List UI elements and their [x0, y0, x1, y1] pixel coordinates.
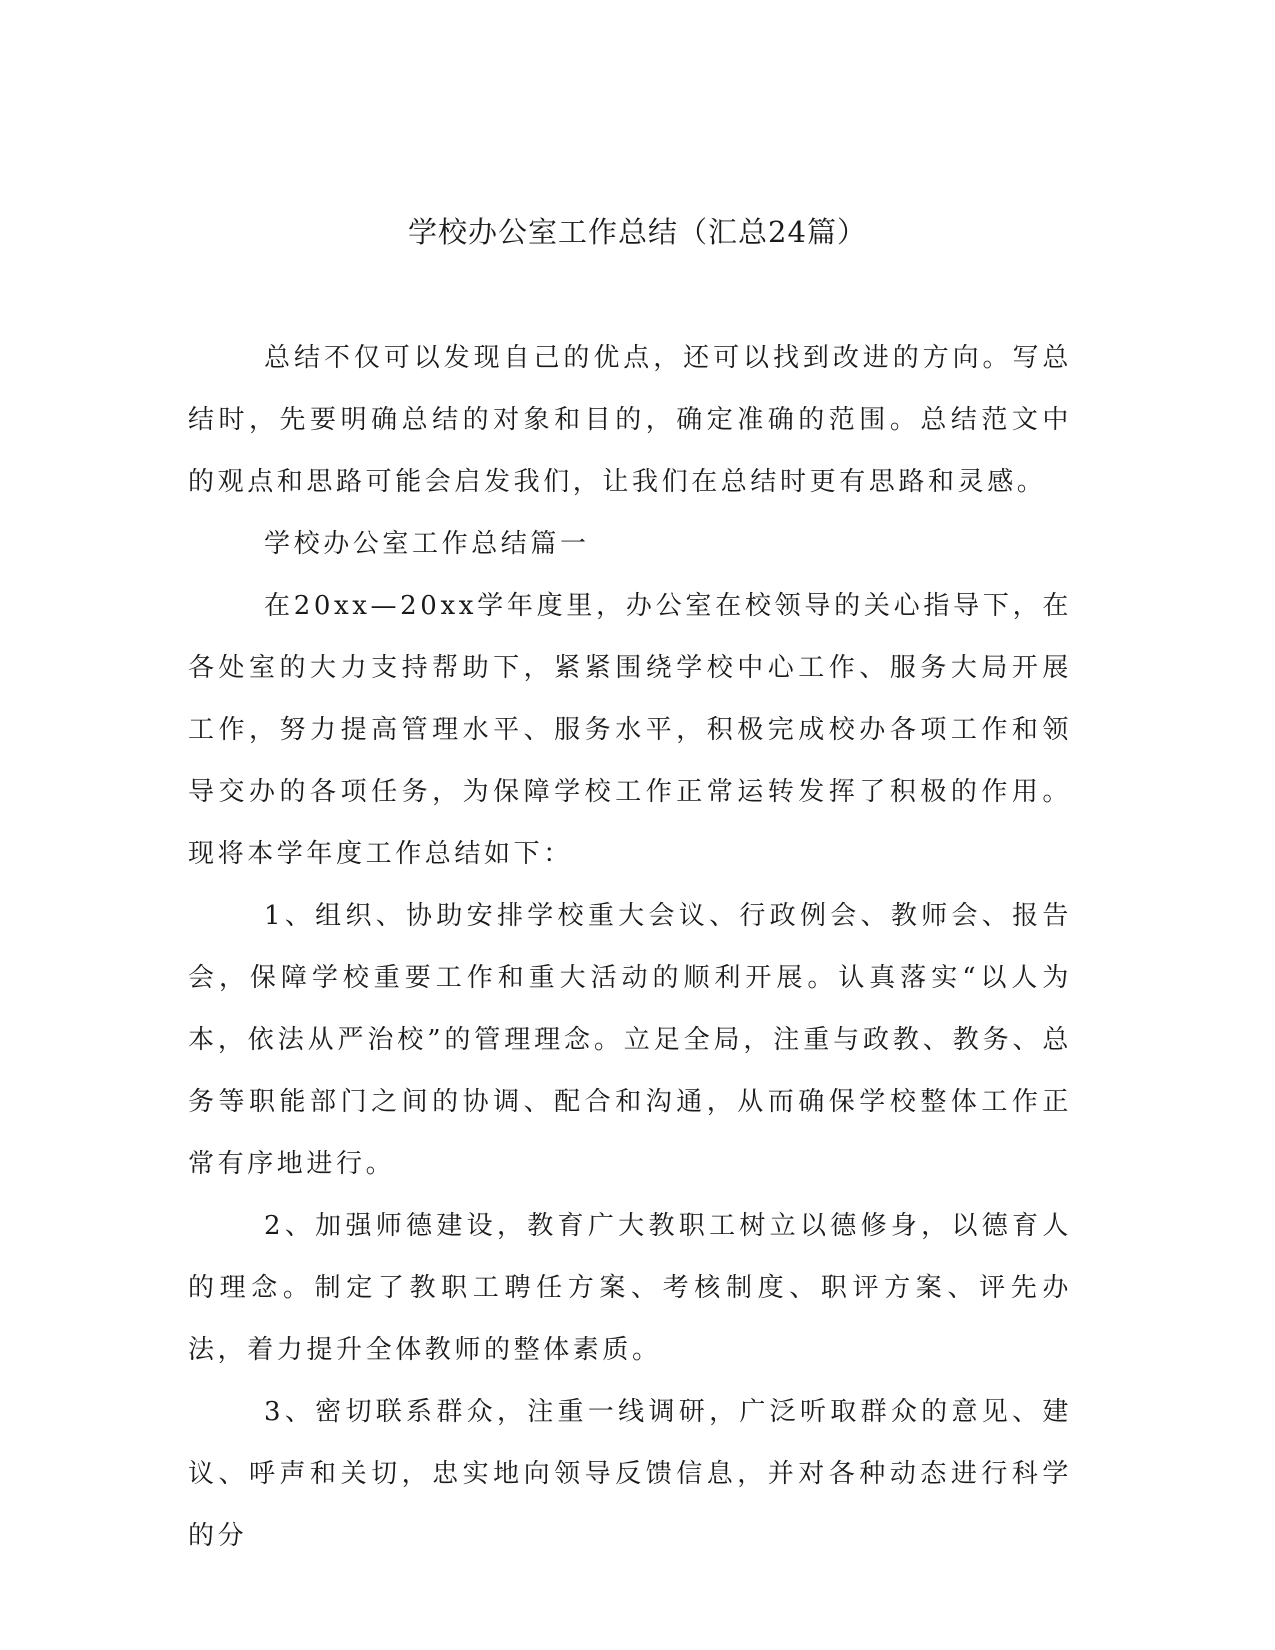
- document-body: [188, 327, 1072, 1567]
- list-item-3: 3、密切联系群众，注重一线调研，广泛听取群众的意见、建议、呼声和关切，忠实地向领导反馈信息，并对各种动态进行科学的分: [188, 1397, 1072, 1551]
- body-paragraph: 在20xx—20xx学年度里，办公室在校领导的关心指导下，在各处室的大力支持帮助下，紧紧围绕学校中心工作、服务大局开展工作，努力提高管理水平、服务水平，积极完成校办各项工作和领导交办的各项任务，为保障学校工作正常运转发挥了积极的作用。现将本学年度工作总结如下：: [188, 591, 1072, 869]
- list-item-1: 1、组织、协助安排学校重大会议、行政例会、教师会、报告会，保障学校重要工作和重大活动的顺利开展。认真落实“以人为本，依法从严治校”的管理理念。立足全局，注重与政教、教务、总务等职能部门之间的协调、配合和沟通，从而确保学校整体工作正常有序地进行。: [188, 901, 1072, 1179]
- section-heading: 学校办公室工作总结篇一: [264, 529, 590, 559]
- list-item-2: 2、加强师德建设，教育广大教职工树立以德修身，以德育人的理念。制定了教职工聘任方案、考核制度、职评方案、评先办法，着力提升全体教师的整体素质。: [188, 1211, 1072, 1365]
- document-title: 学校办公室工作总结（汇总24篇）: [408, 215, 867, 249]
- intro-paragraph: 总结不仅可以发现自己的优点，还可以找到改进的方向。写总结时，先要明确总结的对象和目的，确定准确的范围。总结范文中的观点和思路可能会启发我们，让我们在总结时更有思路和灵感。: [188, 343, 1072, 497]
